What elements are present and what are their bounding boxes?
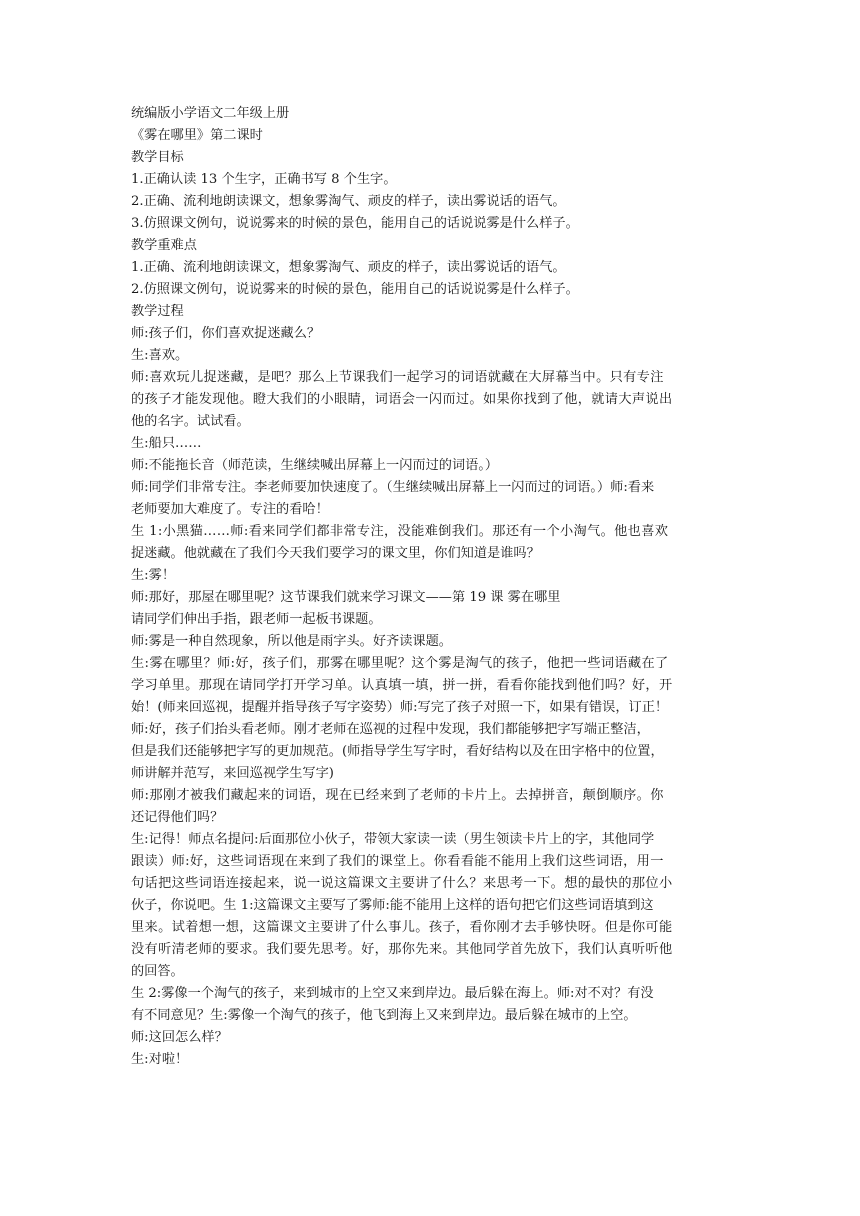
- dialogue-line: 句话把这些词语连接起来，说一说这篇课文主要讲了什么？来思考一下。想的最快的那位小: [131, 876, 673, 891]
- key-point-item: 1.正确、流利地朗读课文，想象雾淘气、顽皮的样子，读出雾说话的语气。: [131, 260, 566, 275]
- dialogue-line: 还记得他们吗？: [131, 810, 224, 825]
- dialogue-line: 生:船只……: [131, 436, 202, 451]
- dialogue-line: 伙子，你说吧。生 1:这篇课文主要写了雾师:能不能用上这样的语句把它们这些词语填到这: [131, 898, 654, 913]
- dialogue-line: 师:那刚才被我们藏起来的词语，现在已经来到了老师的卡片上。去掉拼音，颠倒顺序。你: [131, 788, 664, 803]
- dialogue-line: 有不同意见？生:雾像一个淘气的孩子，他飞到海上又来到岸边。最后躲在城市的上空。: [131, 1008, 637, 1023]
- section-heading-process: 教学过程: [131, 304, 184, 319]
- dialogue-line: 师:这回怎么样？: [131, 1030, 228, 1045]
- dialogue-line: 没有听清老师的要求。我们要先思考。好，那你先来。其他同学首先放下，我们认真听听他: [131, 942, 673, 957]
- dialogue-line: 师:雾是一种自然现象，所以他是雨字头。好齐读课题。: [131, 634, 452, 649]
- dialogue-line: 师:同学们非常专注。李老师要加快速度了。（生继续喊出屏幕上一闪而过的词语。）师:看来: [131, 480, 655, 495]
- document-body: [131, 103, 731, 1071]
- dialogue-line: 生:雾在哪里？师:好，孩子们，那雾在哪里呢？这个雾是淘气的孩子，他把一些词语藏在了: [131, 656, 669, 671]
- dialogue-line: 但是我们还能够把字写的更加规范。(师指导学生写字时，看好结构以及在田字格中的位置，: [131, 744, 664, 759]
- dialogue-line: 师:那好，那屋在哪里呢？这节课我们就来学习课文——第 19 课 雾在哪里: [131, 590, 561, 605]
- dialogue-line: 生 2:雾像一个淘气的孩子，来到城市的上空又来到岸边。最后躲在海上。师:对不对？有没: [131, 986, 654, 1001]
- dialogue-line: 老师要加大难度了。专注的看哈！: [131, 502, 329, 517]
- dialogue-line: 师:不能拖长音（师范读，生继续喊出屏幕上一闪而过的词语。）: [131, 458, 499, 473]
- key-point-item: 2.仿照课文例句，说说雾来的时候的景色，能用自己的话说说雾是什么样子。: [131, 282, 579, 297]
- objective-item: 2.正确、流利地朗读课文，想象雾淘气、顽皮的样子，读出雾说话的语气。: [131, 194, 566, 209]
- objective-item: 1.正确认读 13 个生字，正确书写 8 个生字。: [131, 172, 397, 187]
- dialogue-line: 跟读）师:好，这些词语现在来到了我们的课堂上。你看看能不能用上我们这些词语，用一: [131, 854, 664, 869]
- section-heading-objectives: 教学目标: [131, 150, 184, 165]
- dialogue-line: 生:记得！师点名提问:后面那位小伙子，带领大家读一读（男生领读卡片上的字，其他同学: [131, 832, 655, 847]
- dialogue-line: 捉迷藏。他就藏在了我们今天我们要学习的课文里，你们知道是谁吗？: [131, 546, 540, 561]
- dialogue-line: 师讲解并范写，来回巡视学生写字): [131, 766, 334, 781]
- objective-item: 3.仿照课文例句，说说雾来的时候的景色，能用自己的话说说雾是什么样子。: [131, 216, 579, 231]
- dialogue-line: 的孩子才能发现他。瞪大我们的小眼睛，词语会一闪而过。如果你找到了他，就请大声说出: [131, 392, 673, 407]
- dialogue-line: 的回答。: [131, 964, 184, 979]
- dialogue-line: 生:喜欢。: [131, 348, 189, 363]
- dialogue-line: 里来。试着想一想，这篇课文主要讲了什么事儿。孩子，看你刚才去手够快呀。但是你可能: [131, 920, 673, 935]
- dialogue-line: 始！(师来回巡视，提醒并指导孩子写字姿势）师:写完了孩子对照一下，如果有错误，订正！: [131, 700, 669, 715]
- dialogue-line: 师:好，孩子们抬头看老师。刚才老师在巡视的过程中发现，我们都能够把字写端正整洁，: [131, 722, 650, 737]
- dialogue-line: 师:喜欢玩儿捉迷藏，是吧？那么上节课我们一起学习的词语就藏在大屏幕当中。只有专注: [131, 370, 664, 385]
- dialogue-line: 师:孩子们，你们喜欢捉迷藏么？: [131, 326, 321, 341]
- dialogue-line: 生:对啦！: [131, 1052, 189, 1067]
- dialogue-line: 他的名字。试试看。: [131, 414, 250, 429]
- dialogue-line: 生 1:小黑猫……师:看来同学们都非常专注，没能难倒我们。那还有一个小淘气。他也喜欢: [131, 524, 669, 539]
- dialogue-line: 请同学们伸出手指，跟老师一起板书课题。: [131, 612, 382, 627]
- textbook-edition: 统编版小学语文二年级上册: [131, 106, 290, 121]
- lesson-title: 《雾在哪里》第二课时: [131, 128, 263, 143]
- dialogue-line: 学习单里。那现在请同学打开学习单。认真填一填，拼一拼，看看你能找到他们吗？好，开: [131, 678, 673, 693]
- dialogue-line: 生:雾！: [131, 568, 176, 583]
- section-heading-key-points: 教学重难点: [131, 238, 197, 253]
